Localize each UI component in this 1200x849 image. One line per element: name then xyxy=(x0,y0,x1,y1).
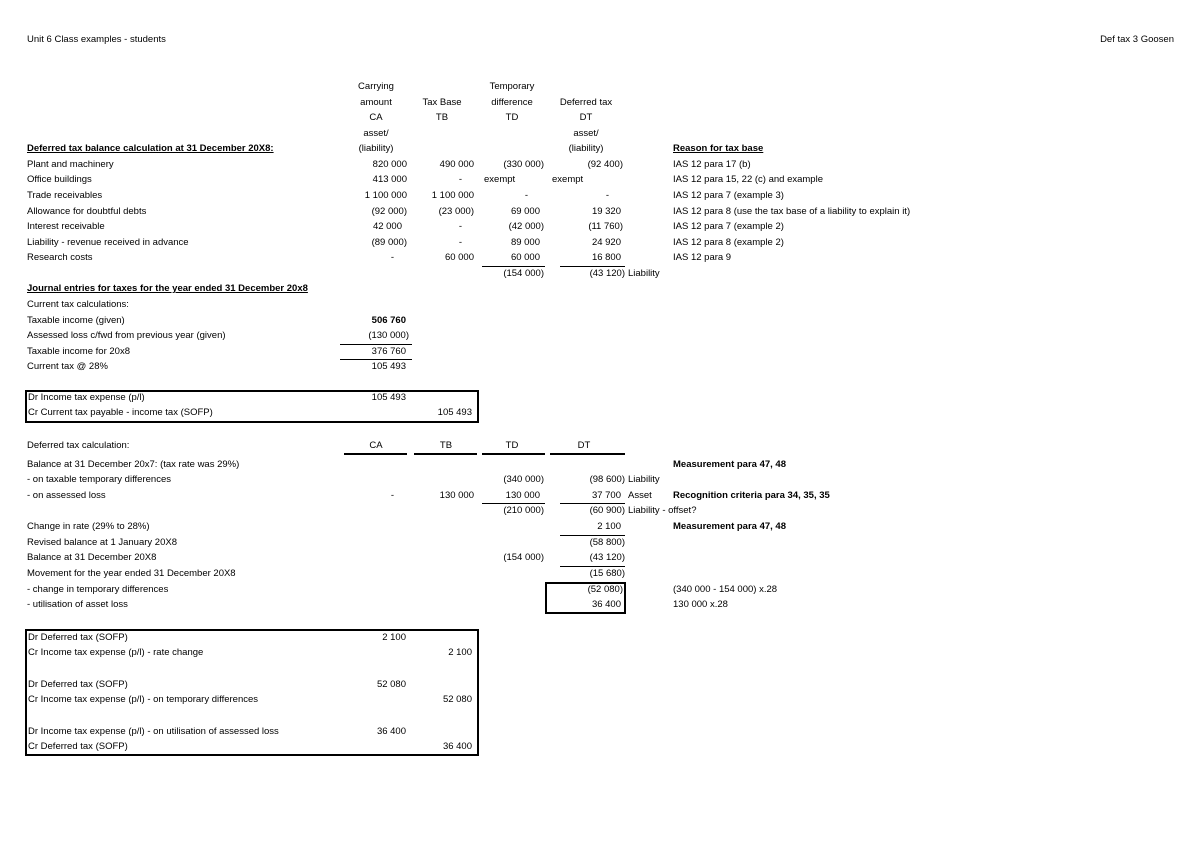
deferred-row-label: Balance at 31 December 20X8 xyxy=(27,552,157,563)
col-ca-header-line1: Carrying xyxy=(358,81,394,92)
row-td: 89 000 xyxy=(510,237,540,248)
subtotal-dt-rule xyxy=(560,503,625,504)
deferred-row-dt: 36 400 xyxy=(591,599,621,610)
journal-entry-label: Cr Current tax payable - income tax (SOFP) xyxy=(28,407,213,418)
deferred-row-dt: (43 120) xyxy=(589,552,625,563)
row-label: Interest receivable xyxy=(27,221,105,232)
row-tb: 1 100 000 xyxy=(431,190,474,201)
deferred-col-ca: CA xyxy=(369,440,383,451)
deferred-row-note: Asset xyxy=(628,490,652,501)
deferred-col-rule xyxy=(482,453,545,455)
deferred-col-rule xyxy=(550,453,625,455)
row-tb: - xyxy=(458,221,462,232)
deferred-row-reason: Recognition criteria para 34, 35, 35 xyxy=(673,490,830,501)
col-ca-header-line3: CA xyxy=(369,112,383,123)
journal-subtitle: Current tax calculations: xyxy=(27,299,129,310)
row-reason: IAS 12 para 7 (example 2) xyxy=(673,221,784,232)
journal-entry-label: Cr Income tax expense (p/l) - on temporary differences xyxy=(28,694,259,705)
deferred-row-reason: Measurement para 47, 48 xyxy=(673,521,787,532)
deferred-row-label: - change in temporary differences xyxy=(27,584,169,595)
deferred-row-dt: (52 080) xyxy=(587,584,623,595)
row-ca: 1 100 000 xyxy=(364,190,407,201)
row-dt: (11 760) xyxy=(588,221,623,232)
deferred-row-dt: (15 680) xyxy=(589,568,625,579)
row-reason: IAS 12 para 8 (use the tax base of a liability to explain it) xyxy=(673,206,911,217)
journal-entry-dr: 52 080 xyxy=(376,679,406,690)
movement-dt-rule xyxy=(560,566,625,567)
journal-entry-label: Dr Income tax expense (p/l) xyxy=(28,392,145,403)
deferred-row-td: (210 000) xyxy=(503,505,544,516)
current-tax-label: Taxable income (given) xyxy=(27,315,125,326)
row-label: Plant and machinery xyxy=(27,159,114,170)
col-td-header-line3: TD xyxy=(505,112,519,123)
journal-entry-cr: 36 400 xyxy=(442,741,472,752)
page-header-right: Def tax 3 Goosen xyxy=(1100,34,1174,45)
deferred-col-tb: TB xyxy=(439,440,453,451)
deferred-row-reason: (340 000 - 154 000) x.28 xyxy=(673,584,778,595)
deferred-row-dt: (60 900) xyxy=(589,505,625,516)
journal-entry-dr: 2 100 xyxy=(382,632,406,643)
col-dt-header-line3: asset/ xyxy=(573,128,599,139)
row-td: (330 000) xyxy=(503,159,544,170)
deferred-row-td: (340 000) xyxy=(503,474,544,485)
current-tax-rule xyxy=(340,359,412,360)
deferred-row-label: Revised balance at 1 January 20X8 xyxy=(27,537,177,548)
deferred-row-td: 130 000 xyxy=(505,490,540,501)
deferred-row-reason: 130 000 x.28 xyxy=(673,599,728,610)
row-tb: - xyxy=(458,237,462,248)
col-tb-header-line2: TB xyxy=(435,112,449,123)
revised-dt-rule xyxy=(560,535,625,536)
row-reason: IAS 12 para 15, 22 (c) and example xyxy=(673,174,823,185)
total-dt-rule xyxy=(560,266,625,267)
deferred-row-ca: - xyxy=(390,490,394,501)
row-label: Liability - revenue received in advance xyxy=(27,237,189,248)
balance-title: Deferred tax balance calculation at 31 December 20X8: xyxy=(27,143,274,154)
deferred-row-dt: 2 100 xyxy=(597,521,621,532)
deferred-col-td: TD xyxy=(505,440,519,451)
col-dt-header-line4: (liability) xyxy=(568,143,604,154)
row-td: 60 000 xyxy=(510,252,540,263)
deferred-col-dt: DT xyxy=(577,440,591,451)
row-ca: 413 000 xyxy=(372,174,407,185)
row-reason: IAS 12 para 8 (example 2) xyxy=(673,237,784,248)
current-tax-label: Assessed loss c/fwd from previous year (given) xyxy=(27,330,226,341)
col-dt-header-line2: DT xyxy=(579,112,593,123)
row-tb: 490 000 xyxy=(439,159,474,170)
balance-total-note: Liability xyxy=(628,268,660,279)
row-dt: (92 400) xyxy=(587,159,623,170)
row-td: - xyxy=(524,190,528,201)
row-label: Office buildings xyxy=(27,174,92,185)
row-dt: 19 320 xyxy=(591,206,621,217)
deferred-row-reason: Measurement para 47, 48 xyxy=(673,459,787,470)
current-tax-value: (130 000) xyxy=(368,330,409,341)
current-tax-label: Current tax @ 28% xyxy=(27,361,108,372)
row-tb: 60 000 xyxy=(444,252,474,263)
row-ca: - xyxy=(390,252,394,263)
current-tax-label: Taxable income for 20x8 xyxy=(27,346,130,357)
row-ca: (89 000) xyxy=(371,237,407,248)
reason-header: Reason for tax base xyxy=(673,143,764,154)
col-ca-header-line4: asset/ xyxy=(363,128,389,139)
row-td: exempt xyxy=(484,174,516,185)
journal-entry-label: Dr Deferred tax (SOFP) xyxy=(28,679,128,690)
current-tax-value: 506 760 xyxy=(371,315,406,326)
row-reason: IAS 12 para 7 (example 3) xyxy=(673,190,784,201)
deferred-row-tb: 130 000 xyxy=(439,490,474,501)
current-tax-value: 105 493 xyxy=(371,361,406,372)
page-header-left: Unit 6 Class examples - students xyxy=(27,34,166,45)
row-td: (42 000) xyxy=(508,221,544,232)
journal-entry-dr: 105 493 xyxy=(371,392,406,403)
row-td: 69 000 xyxy=(510,206,540,217)
journal-entry-cr: 105 493 xyxy=(437,407,472,418)
journal-entry-label: Cr Income tax expense (p/l) - rate change xyxy=(28,647,204,658)
deferred-title: Deferred tax calculation: xyxy=(27,440,130,451)
col-td-header-line2: difference xyxy=(491,97,533,108)
row-dt: - xyxy=(605,190,609,201)
deferred-col-rule xyxy=(414,453,477,455)
journal-entry-label: Dr Deferred tax (SOFP) xyxy=(28,632,128,643)
deferred-row-label: - on taxable temporary differences xyxy=(27,474,171,485)
col-dt-header-line1: Deferred tax xyxy=(559,97,613,108)
row-label: Allowance for doubtful debts xyxy=(27,206,147,217)
total-td-rule xyxy=(482,266,545,267)
deferred-row-dt: (58 800) xyxy=(589,537,625,548)
row-dt: exempt xyxy=(552,174,584,185)
deferred-row-label: Movement for the year ended 31 December 20X8 xyxy=(27,568,236,579)
current-tax-value: 376 760 xyxy=(371,346,406,357)
journal-entry-dr: 36 400 xyxy=(376,726,406,737)
row-label: Research costs xyxy=(27,252,93,263)
deferred-col-rule xyxy=(344,453,407,455)
journal-entry-cr: 52 080 xyxy=(442,694,472,705)
current-tax-rule xyxy=(340,344,412,345)
balance-total-td: (154 000) xyxy=(503,268,544,279)
col-ca-header-line2: amount xyxy=(360,97,392,108)
journal-entry-cr: 2 100 xyxy=(448,647,472,658)
row-dt: 24 920 xyxy=(591,237,621,248)
balance-total-dt: (43 120) xyxy=(589,268,625,279)
deferred-row-note: Liability xyxy=(628,474,660,485)
col-td-header-line1: Temporary xyxy=(489,81,535,92)
deferred-row-dt: (98 600) xyxy=(589,474,625,485)
journal-entry-label: Cr Deferred tax (SOFP) xyxy=(28,741,128,752)
deferred-row-label: - utilisation of asset loss xyxy=(27,599,128,610)
subtotal-td-rule xyxy=(482,503,545,504)
row-dt: 16 800 xyxy=(591,252,621,263)
col-tb-header-line1: Tax Base xyxy=(422,97,462,108)
journal-title: Journal entries for taxes for the year ended 31 December 20x8 xyxy=(27,283,308,294)
deferred-row-label: Balance at 31 December 20x7: (tax rate was 29%) xyxy=(27,459,240,470)
row-reason: IAS 12 para 9 xyxy=(673,252,732,263)
row-ca: (92 000) xyxy=(371,206,407,217)
col-ca-header-line5: (liability) xyxy=(358,143,394,154)
row-tb: (23 000) xyxy=(438,206,474,217)
deferred-row-note: Liability - offset? xyxy=(628,505,697,516)
row-ca: 42 000 xyxy=(372,221,402,232)
journal-entry-label: Dr Income tax expense (p/l) - on utilisation of assessed loss xyxy=(28,726,279,737)
row-label: Trade receivables xyxy=(27,190,103,201)
deferred-row-label: Change in rate (29% to 28%) xyxy=(27,521,150,532)
row-ca: 820 000 xyxy=(372,159,407,170)
deferred-row-dt: 37 700 xyxy=(591,490,621,501)
deferred-row-label: - on assessed loss xyxy=(27,490,106,501)
row-tb: - xyxy=(458,174,462,185)
row-reason: IAS 12 para 17 (b) xyxy=(673,159,751,170)
deferred-row-td: (154 000) xyxy=(503,552,544,563)
